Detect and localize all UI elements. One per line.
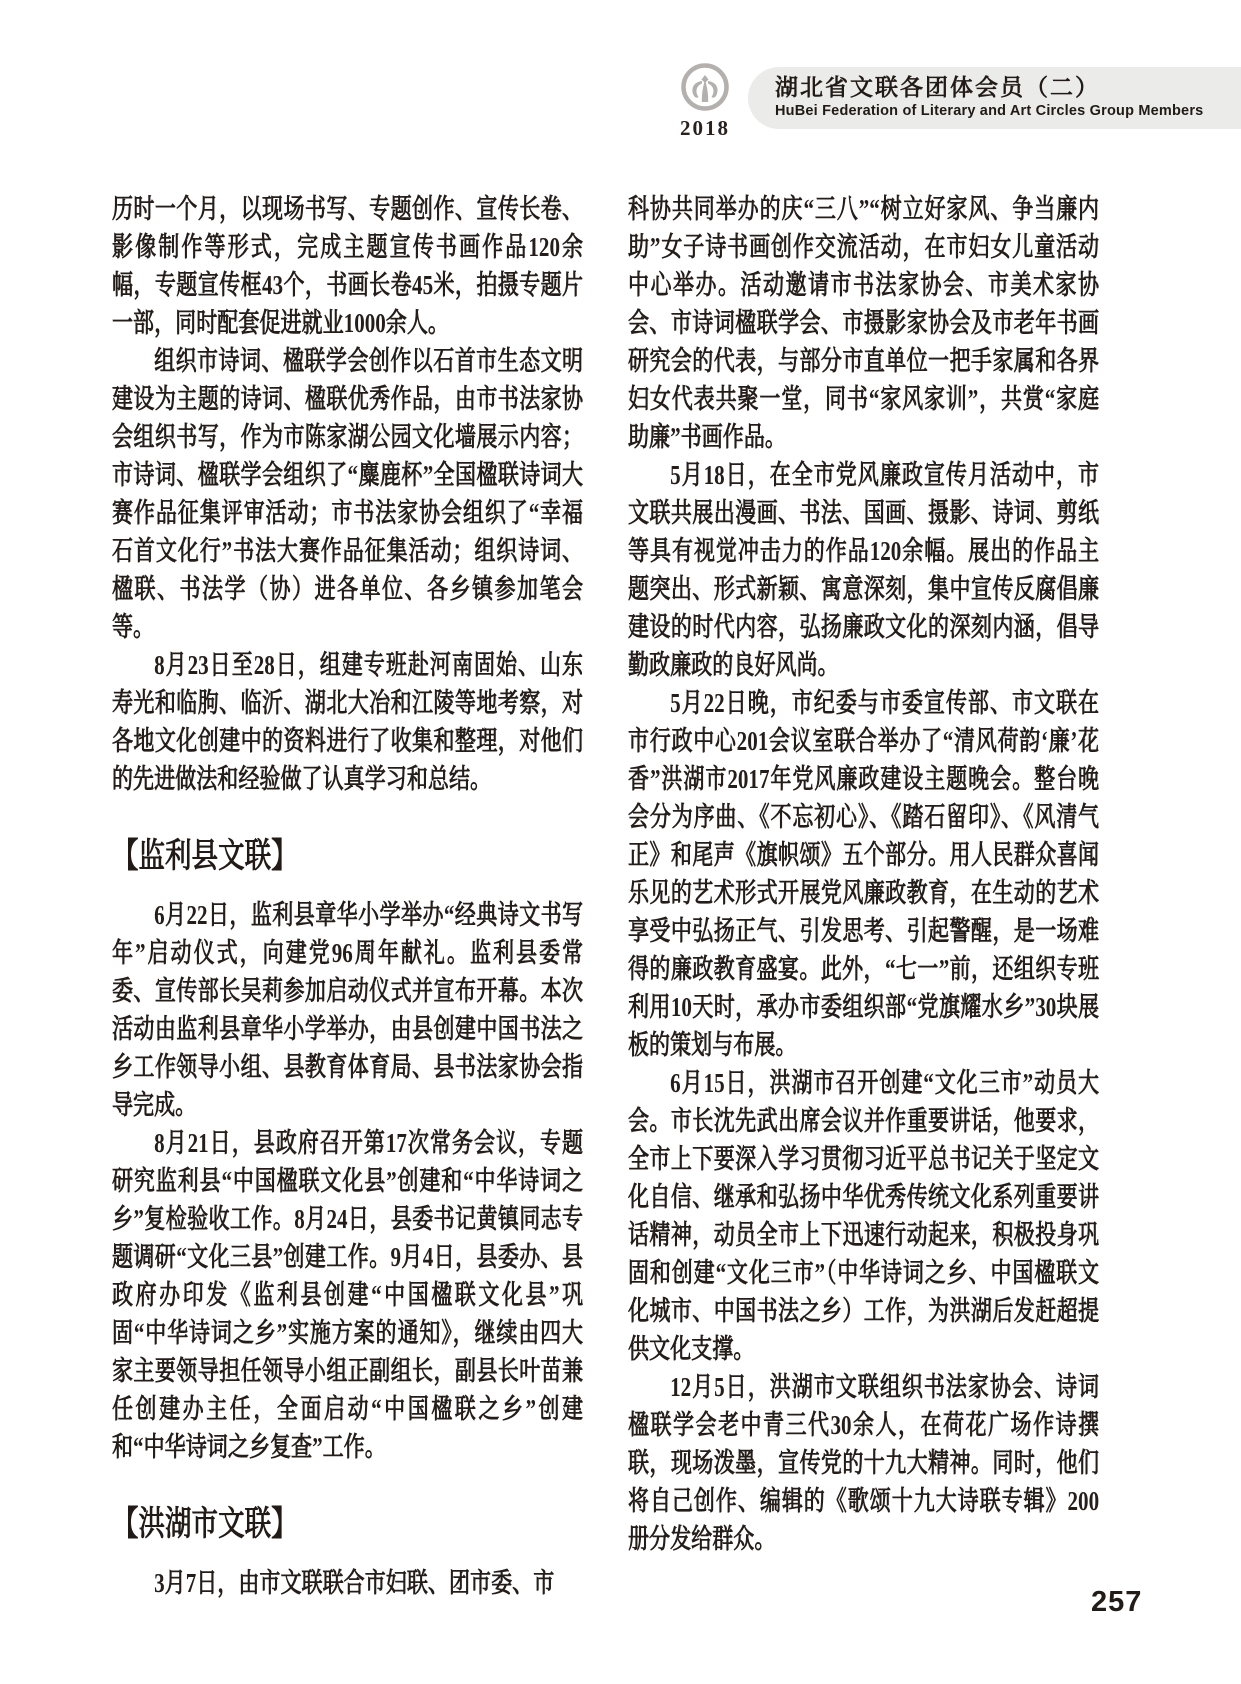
paragraph: 8月21日，县政府召开第17次常务会议，专题研究监利县“中国楹联文化县”创建和“中华诗词之乡”复检验收工作。8月24日，县委书记黄镇同志专题调研“文化三县”创建工作。9月4日，县委办、县政府办印发《监利县创建“中国楹联文化县”巩固“中华诗词之乡”实施方案的通知》，继续由四大家主要领导担任领导小组正副组长，副县长叶苗兼任创建办主任，全面启动“中国楹联之乡”创建和“中华诗词之乡复查”工作。	[112, 1128, 584, 1462]
paragraph: 3月7日，由市文联联合市妇联、团市委、市	[154, 1568, 555, 1598]
paragraph: 6月22日，监利县章华小学举办“经典诗文书写年”启动仪式，向建党96周年献礼。监利县委常委、宣传部长吴莉参加启动仪式并宣布开幕。本次活动由监利县章华小学举办，由县创建中国书法之乡工作领导小组、县教育体育局、县书法家协会指导完成。	[112, 900, 584, 1120]
logo-year: 2018	[680, 116, 730, 140]
left-column	[112, 190, 583, 1602]
paragraph: 8月23日至28日，组建专班赴河南固始、山东寿光和临朐、临沂、湖北大冶和江陵等地考察，对各地文化创建中的资料进行了收集和整理，对他们的先进做法和经验做了认真学习和总结。	[112, 650, 584, 794]
header-logo-block	[669, 62, 741, 141]
paragraph: 历时一个月，以现场书写、专题创作、宣传长卷、影像制作等形式，完成主题宣传书画作品120余幅，专题宣传框43个，书画长卷45米，拍摄专题片一部，同时配套促进就业1000余人。	[112, 194, 584, 338]
right-column	[628, 190, 1099, 1558]
section-heading-jianli: 【监利县文联】	[112, 837, 298, 875]
paragraph: 组织市诗词、楹联学会创作以石首市生态文明建设为主题的诗词、楹联优秀作品，由市书法家协会组织书写，作为市陈家湖公园文化墙展示内容；市诗词、楹联学会组织了“麋鹿杯”全国楹联诗词大赛作品征集评审活动；市书法家协会组织了“幸福石首文化行”书法大赛作品征集活动；组织诗词、楹联、书法学（协）进各单位、各乡镇参加笔会等。	[112, 346, 584, 642]
federation-logo-icon	[680, 62, 730, 112]
paragraph: 6月15日，洪湖市召开创建“文化三市”动员大会。市长沈先武出席会议并作重要讲话，他要求，全市上下要深入学习贯彻习近平总书记关于坚定文化自信、继承和弘扬中华优秀传统文化系列重要讲话精神，动员全市上下迅速行动起来，积极投身巩固和创建“文化三市”（中华诗词之乡、中国楹联文化城市、中国书法之乡）工作，为洪湖后发赶超提供文化支撑。	[628, 1068, 1100, 1364]
page-number: 257	[1091, 1586, 1143, 1618]
paragraph: 5月22日晚，市纪委与市委宣传部、市文联在市行政中心201会议室联合举办了“清风荷韵‘廉’花香”洪湖市2017年党风廉政建设主题晚会。整台晚会分为序曲、《不忘初心》、《踏石留印》、《风清气正》和尾声《旗帜颂》五个部分。用人民群众喜闻乐见的艺术形式开展党风廉政教育，在生动的艺术享受中弘扬正气、引发思考、引起警醒，是一场难得的廉政教育盛宴。此外，“七一”前，还组织专班利用10天时，承办市委组织部“党旗耀水乡”30块展板的策划与布展。	[628, 688, 1100, 1060]
paragraph: 5月18日，在全市党风廉政宣传月活动中，市文联共展出漫画、书法、国画、摄影、诗词、剪纸等具有视觉冲击力的作品120余幅。展出的作品主题突出、形式新颖、寓意深刻，集中宣传反腐倡廉建设的时代内容，弘扬廉政文化的深刻内涵，倡导勤政廉政的良好风尚。	[628, 460, 1100, 680]
header-title-bar	[748, 67, 1241, 129]
paragraph: 科协共同举办的庆“三八”“树立好家风、争当廉内助”女子诗书画创作交流活动，在市妇女儿童活动中心举办。活动邀请市书法家协会、市美术家协会、市诗词楹联学会、市摄影家协会及市老年书画研究会的代表，与部分市直单位一把手家属和各界妇女代表共聚一堂，同书“家风家训”，共赏“家庭助廉”书画作品。	[628, 194, 1100, 452]
page-title: 湖北省文联各团体会员（二）	[775, 74, 1100, 100]
page-title-english: HuBei Federation of Literary and Art Circles Group Members	[775, 103, 1204, 119]
section-heading-honghu: 【洪湖市文联】	[112, 1505, 298, 1543]
paragraph: 12月5日，洪湖市文联组织书法家协会、诗词楹联学会老中青三代30余人，在荷花广场作诗撰联，现场泼墨，宣传党的十九大精神。同时，他们将自己创作、编辑的《歌颂十九大诗联专辑》200册分发给群众。	[628, 1372, 1100, 1554]
